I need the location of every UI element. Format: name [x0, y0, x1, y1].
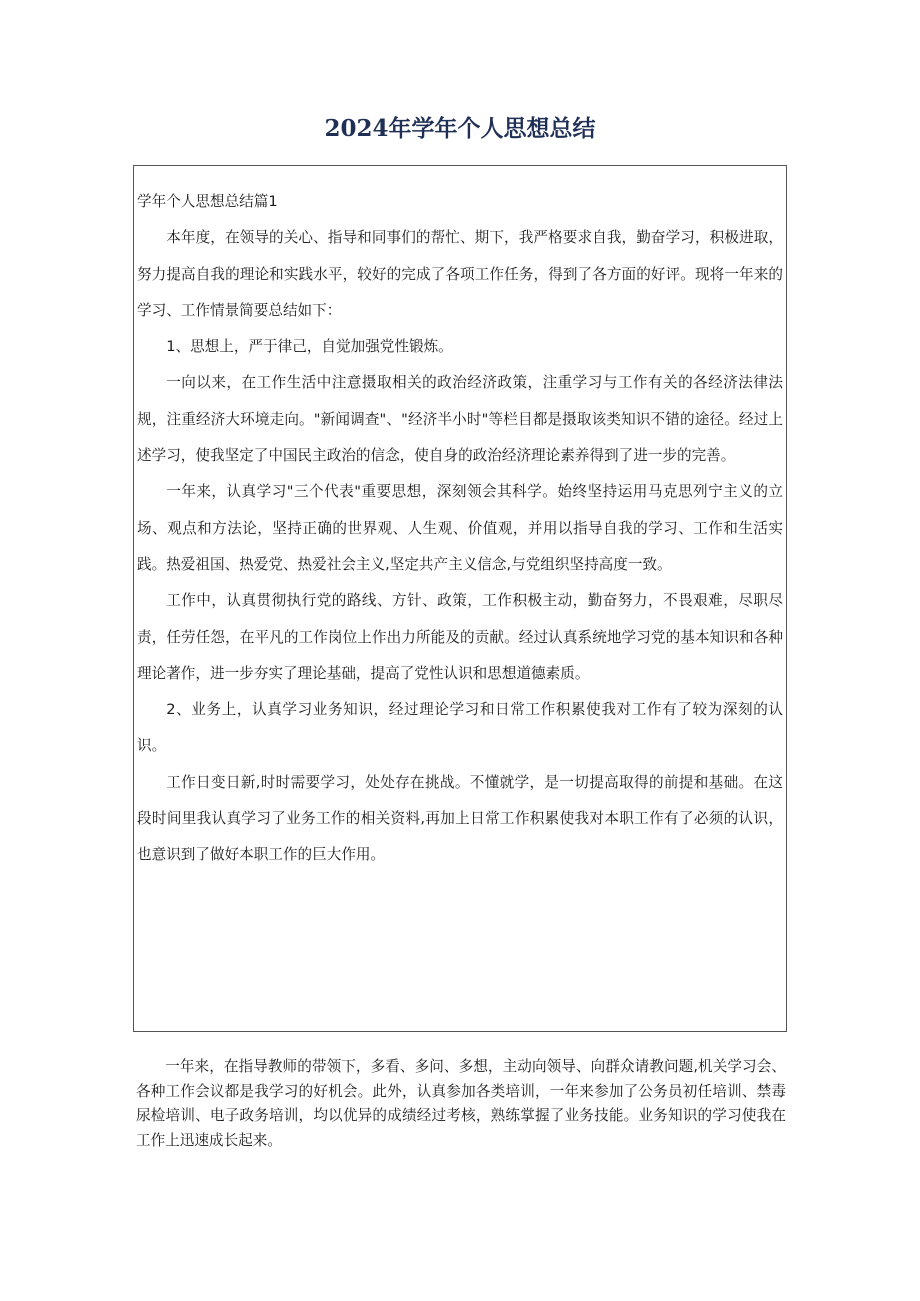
- paragraph-point-1: 1、思想上，严于律己，自觉加强党性锻炼。: [166, 338, 453, 356]
- content-frame: [133, 165, 787, 1032]
- paragraph-training: 一年来，在指导教师的带领下，多看、多问、多想，主动向领导、向群众请教问题,机关学习会、各种工作会议都是我学习的好机会。此外，认真参加各类培训，一年来参加了公务员初任培训、禁毒尿检培训、电子政务培训，均以优异的成绩经过考核，熟练掌握了业务技能。业务知识的学习使我在工作上迅速成长起来。: [136, 1058, 786, 1149]
- paragraph-theory-study: 一年来，认真学习"三个代表"重要思想，深刻领会其科学。始终坚持运用马克思列宁主义的立场、观点和方法论，坚持正确的世界观、人生观、价值观，并用以指导自我的学习、工作和生活实践。热爱祖国、热爱党、热爱社会主义,坚定共产主义信念,与党组织坚持高度一致。: [137, 483, 783, 573]
- paragraph-point-2: 2、业务上，认真学习业务知识，经过理论学习和日常工作积累使我对工作有了较为深刻的认识。: [137, 701, 783, 755]
- document-title: 2024年学年个人思想总结: [324, 115, 596, 142]
- paragraph-policy-study: 一向以来，在工作生活中注意摄取相关的政治经济政策，注重学习与工作有关的各经济法律法规，注重经济大环境走向。"新闻调查"、"经济半小时"等栏目都是摄取该类知识不错的途径。经过上述学习，使我坚定了中国民主政治的信念，使自身的政治经济理论素养得到了进一步的完善。: [137, 374, 783, 465]
- paragraph-daily-learning: 工作日变日新,时时需要学习，处处存在挑战。不懂就学，是一切提高取得的前提和基础。在这段时间里我认真学习了业务工作的相关资料,再加上日常工作积累使我对本职工作有了必须的认识，也意识到了做好本职工作的巨大作用。: [137, 773, 783, 864]
- paragraph-work-attitude: 工作中，认真贯彻执行党的路线、方针、政策，工作积极主动，勤奋努力，不畏艰难，尽职尽责，任劳任怨，在平凡的工作岗位上作出力所能及的贡献。经过认真系统地学习党的基本知识和各种理论著作，进一步夯实了理论基础，提高了党性认识和思想道德素质。: [137, 592, 783, 682]
- paragraph-intro: 本年度，在领导的关心、指导和同事们的帮忙、期下，我严格要求自我，勤奋学习，积极进取，努力提高自我的理论和实践水平，较好的完成了各项工作任务，得到了各方面的好评。现将一年来的学习、工作情景简要总结如下：: [137, 229, 783, 319]
- section-heading: 学年个人思想总结篇1: [137, 193, 278, 210]
